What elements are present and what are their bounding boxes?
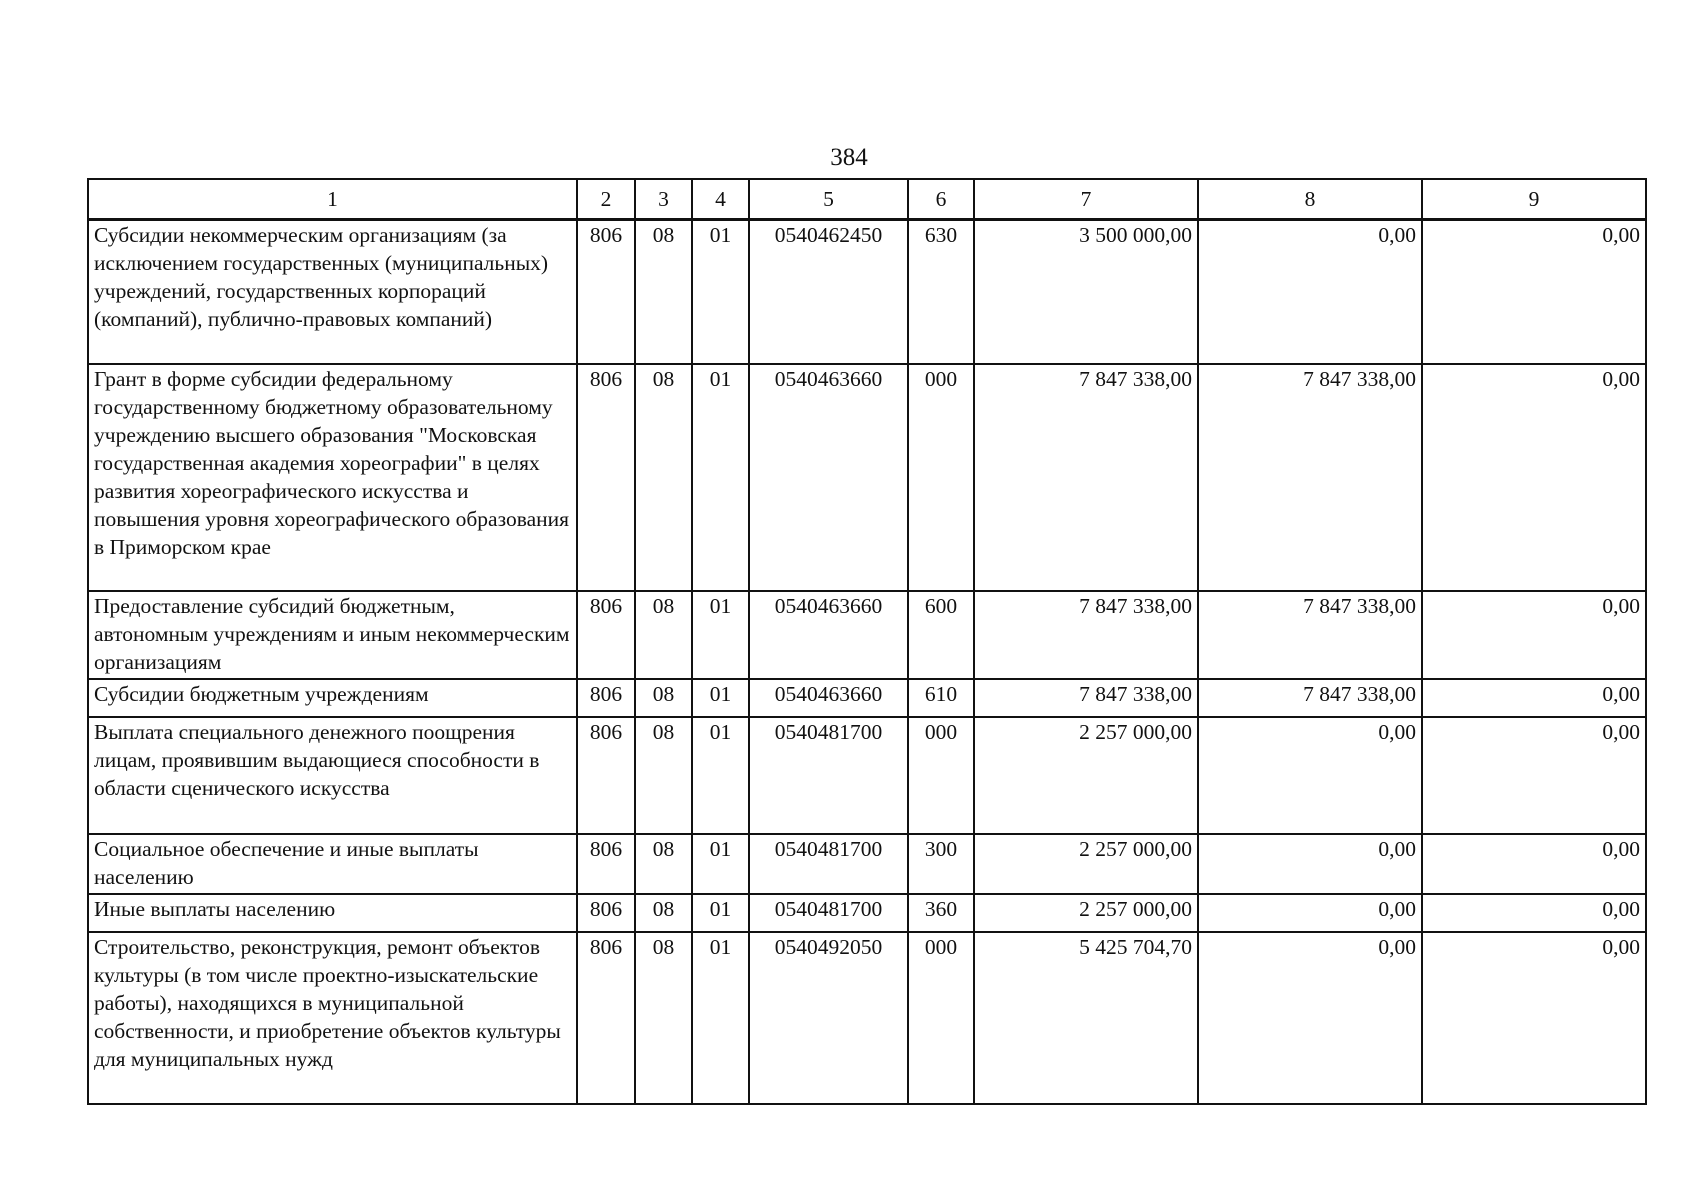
page-number: 384 — [830, 144, 868, 171]
expense-name: Грант в форме субсидии федеральному государственному бюджетному образовательному учреждению высшего образования "Московская государственная академия хореографии" в целях развития хореографического искусства и повышения уровня хореографического образования в Приморском крае — [88, 364, 577, 591]
column-header: 5 — [749, 179, 908, 220]
expense-type-code: 600 — [908, 591, 974, 679]
ministry-code: 806 — [577, 834, 635, 894]
expense-name: Субсидии бюджетным учреждениям — [88, 679, 577, 717]
subsection-code: 01 — [692, 220, 749, 364]
amount-col9: 0,00 — [1422, 932, 1646, 1104]
table-row — [88, 591, 1646, 679]
amount-col9: 0,00 — [1422, 591, 1646, 679]
amount-col9: 0,00 — [1422, 364, 1646, 591]
subsection-code: 01 — [692, 591, 749, 679]
amount-col9: 0,00 — [1422, 717, 1646, 834]
amount-col9: 0,00 — [1422, 834, 1646, 894]
amount-col8: 0,00 — [1198, 220, 1422, 364]
amount-col8: 0,00 — [1198, 894, 1422, 932]
target-article-code: 0540481700 — [749, 834, 908, 894]
section-code: 08 — [635, 717, 692, 834]
ministry-code: 806 — [577, 364, 635, 591]
amount-col7: 2 257 000,00 — [974, 834, 1198, 894]
expense-name: Социальное обеспечение и иные выплаты населению — [88, 834, 577, 894]
amount-col7: 7 847 338,00 — [974, 591, 1198, 679]
section-code: 08 — [635, 834, 692, 894]
section-code: 08 — [635, 894, 692, 932]
table-row — [88, 364, 1646, 591]
expense-type-code: 630 — [908, 220, 974, 364]
column-header: 9 — [1422, 179, 1646, 220]
expense-name: Предоставление субсидий бюджетным, автономным учреждениям и иным некоммерческим организациям — [88, 591, 577, 679]
table-row — [88, 220, 1646, 364]
amount-col7: 7 847 338,00 — [974, 364, 1198, 591]
expense-type-code: 000 — [908, 717, 974, 834]
amount-col9: 0,00 — [1422, 220, 1646, 364]
amount-col8: 7 847 338,00 — [1198, 591, 1422, 679]
amount-col8: 7 847 338,00 — [1198, 364, 1422, 591]
expense-name: Субсидии некоммерческим организациям (за исключением государственных (муниципальных) учреждений, государственных корпораций (компаний), публично-правовых компаний) — [88, 220, 577, 364]
expense-name: Иные выплаты населению — [88, 894, 577, 932]
budget-table — [87, 178, 1647, 1105]
subsection-code: 01 — [692, 894, 749, 932]
table-row — [88, 932, 1646, 1104]
ministry-code: 806 — [577, 220, 635, 364]
ministry-code: 806 — [577, 591, 635, 679]
target-article-code: 0540463660 — [749, 679, 908, 717]
table-row — [88, 894, 1646, 932]
amount-col8: 0,00 — [1198, 717, 1422, 834]
subsection-code: 01 — [692, 364, 749, 591]
column-header: 7 — [974, 179, 1198, 220]
amount-col8: 0,00 — [1198, 834, 1422, 894]
expense-name: Строительство, реконструкция, ремонт объектов культуры (в том числе проектно-изыскательские работы), находящихся в муниципальной собственности, и приобретение объектов культуры для муниципальных нужд — [88, 932, 577, 1104]
ministry-code: 806 — [577, 894, 635, 932]
amount-col8: 7 847 338,00 — [1198, 679, 1422, 717]
amount-col7: 2 257 000,00 — [974, 894, 1198, 932]
target-article-code: 0540481700 — [749, 894, 908, 932]
section-code: 08 — [635, 364, 692, 591]
expense-type-code: 000 — [908, 932, 974, 1104]
target-article-code: 0540463660 — [749, 364, 908, 591]
ministry-code: 806 — [577, 679, 635, 717]
column-header: 4 — [692, 179, 749, 220]
column-number-row — [88, 179, 1646, 220]
amount-col9: 0,00 — [1422, 679, 1646, 717]
amount-col7: 5 425 704,70 — [974, 932, 1198, 1104]
subsection-code: 01 — [692, 679, 749, 717]
amount-col8: 0,00 — [1198, 932, 1422, 1104]
expense-type-code: 610 — [908, 679, 974, 717]
expense-type-code: 000 — [908, 364, 974, 591]
expense-type-code: 300 — [908, 834, 974, 894]
target-article-code: 0540463660 — [749, 591, 908, 679]
section-code: 08 — [635, 591, 692, 679]
subsection-code: 01 — [692, 717, 749, 834]
table-row — [88, 679, 1646, 717]
table-row — [88, 717, 1646, 834]
column-header: 3 — [635, 179, 692, 220]
section-code: 08 — [635, 220, 692, 364]
column-header: 2 — [577, 179, 635, 220]
target-article-code: 0540492050 — [749, 932, 908, 1104]
table-row — [88, 834, 1646, 894]
subsection-code: 01 — [692, 834, 749, 894]
ministry-code: 806 — [577, 932, 635, 1104]
section-code: 08 — [635, 932, 692, 1104]
expense-name: Выплата специального денежного поощрения лицам, проявившим выдающиеся способности в области сценического искусства — [88, 717, 577, 834]
amount-col7: 3 500 000,00 — [974, 220, 1198, 364]
amount-col7: 2 257 000,00 — [974, 717, 1198, 834]
amount-col7: 7 847 338,00 — [974, 679, 1198, 717]
subsection-code: 01 — [692, 932, 749, 1104]
expense-type-code: 360 — [908, 894, 974, 932]
amount-col9: 0,00 — [1422, 894, 1646, 932]
target-article-code: 0540481700 — [749, 717, 908, 834]
column-header: 8 — [1198, 179, 1422, 220]
column-header: 6 — [908, 179, 974, 220]
target-article-code: 0540462450 — [749, 220, 908, 364]
section-code: 08 — [635, 679, 692, 717]
ministry-code: 806 — [577, 717, 635, 834]
column-header: 1 — [88, 179, 577, 220]
